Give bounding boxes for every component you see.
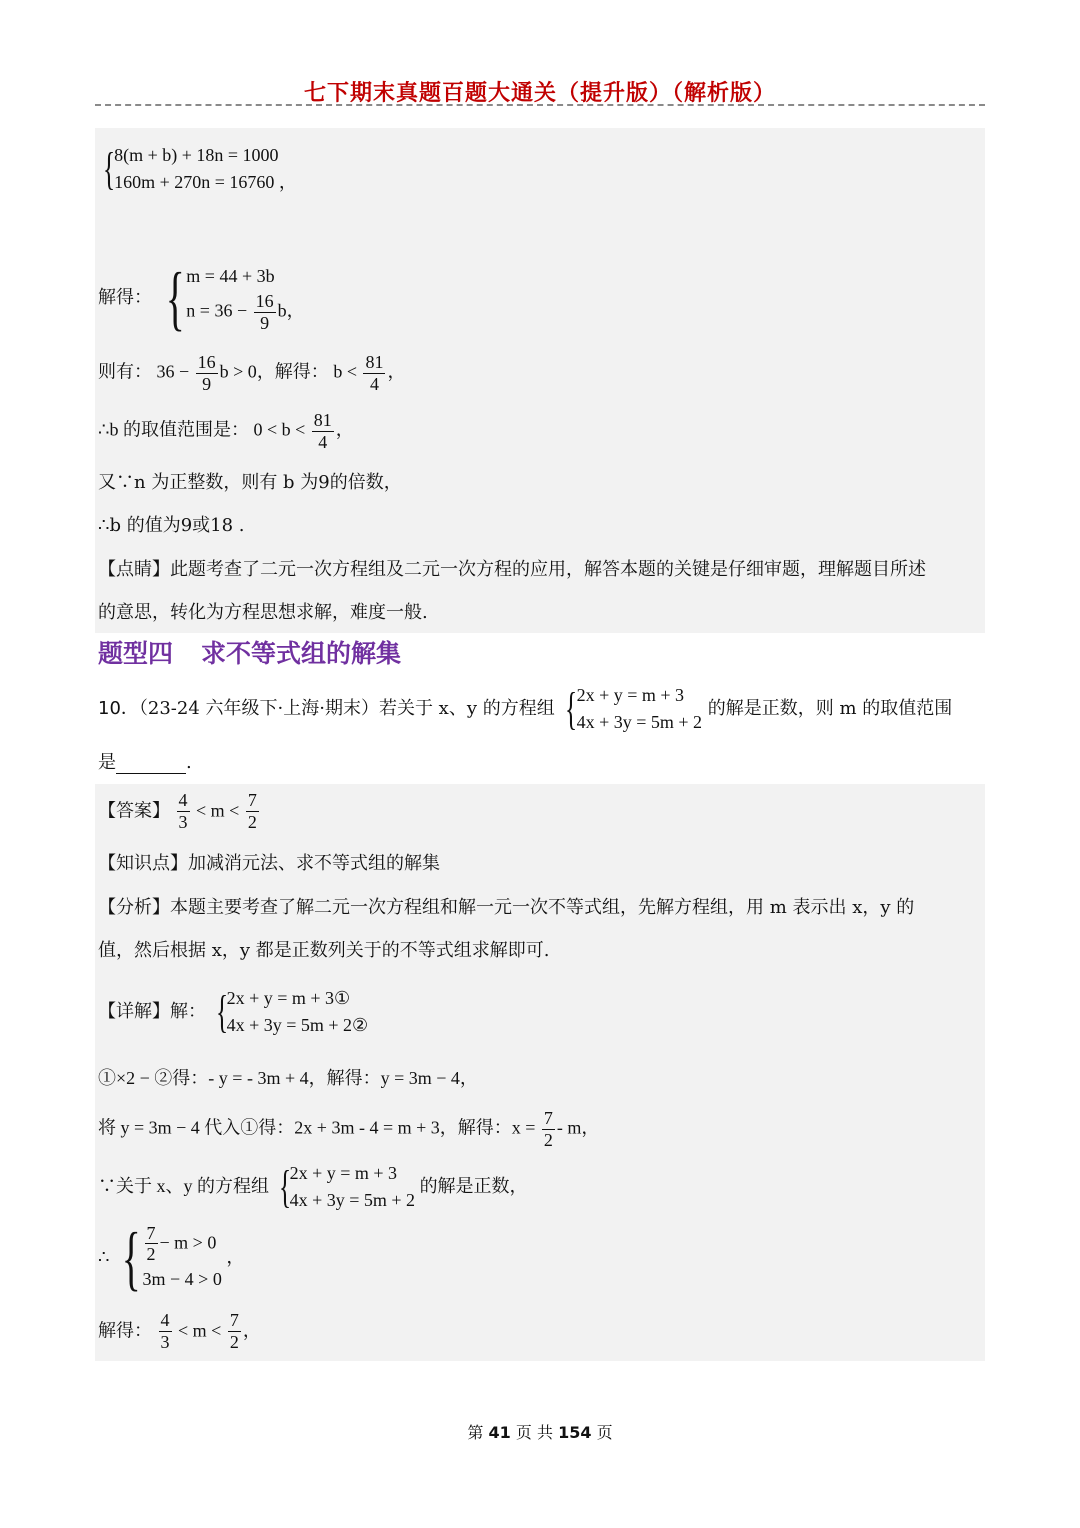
inequality-system: ∴ { $\frac{7}{2}$ − m > 0 3m − 4 > 0 ，	[98, 1218, 245, 1298]
inequality-line: 则有： 36 − $\frac{16}{9}$ b > 0，解得： b < $\frac{81}{4}$ ，	[98, 352, 406, 394]
section-title: 题型四 求不等式组的解集	[98, 639, 402, 668]
eq-row-2: 160m + 270n = 16760 ，	[114, 172, 297, 192]
page-footer: 第 41 页 共 154 页	[467, 1423, 613, 1442]
sol-row-1: m = 44 + 3b	[186, 265, 275, 286]
knowledge-line: 【知识点】加减消元法、求不等式组的解集	[98, 853, 440, 874]
comment-line-1: 【点睛】此题考查了二元一次方程组及二元一次方程的应用，解答本题的关键是仔细审题，理解题目所述	[98, 559, 926, 580]
answer-line: 【答案】 $\frac{4}{3}$ < m < $\frac{7}{2}$	[98, 790, 257, 832]
final-answer-line: 解得： $\frac{4}{3}$ < m < $\frac{7}{2}$ ，	[98, 1310, 261, 1352]
detail-system: 【详解】解： { 2x + y = m + 3① 4x + 3y = 5m + 2②	[98, 986, 369, 1037]
page-header-title: 七下期末真题百题大通关（提升版）（解析版）	[303, 80, 776, 106]
page-number: 41	[488, 1423, 511, 1442]
analysis-line-2: 值，然后根据 x，y 都是正数列关于的不等式组求解即可.	[98, 940, 550, 961]
header-divider	[95, 104, 985, 106]
analysis-line-1: 【分析】本题主要考查了解二元一次方程组和解一元一次不等式组，先解方程组，用 m 表示出 x，y 的	[98, 897, 915, 918]
sol-row-2: n = 36 − $\frac{16}{9}$ b，	[186, 290, 305, 333]
question-10: 10．（23-24 六年级下·上海·期末）若关于 x、y 的方程组 { 2x + y = m + 3 4x + 3y = 5m + 2 的解是正数，则 m 的取值范围	[98, 683, 953, 734]
detail-step-2: 将 y = 3m − 4 代入①得：2x + 3m - 4 = m + 3，解得：x = $\frac{7}{2}$ - m，	[98, 1108, 600, 1150]
page-total: 154	[558, 1423, 592, 1442]
detail-step-1: ①×2 − ②得：- y = - 3m + 4，解得：y = 3m − 4，	[98, 1068, 478, 1088]
multiple-line: 又∵n 为正整数，则有 b 为9的倍数，	[98, 472, 402, 493]
question-10-line2: 是 .	[98, 752, 192, 773]
equation-system-1: { 8(m + b) + 18n = 1000 160m + 270n = 16760 ，	[102, 143, 297, 194]
range-line: ∴b 的取值范围是： 0 < b < $\frac{81}{4}$ ，	[98, 410, 354, 452]
comment-line-2: 的意思，转化为方程思想求解，难度一般.	[98, 602, 428, 623]
value-line: ∴b 的值为9或18 .	[98, 515, 245, 536]
because-system: ∵关于 x、y 的方程组 { 2x + y = m + 3 4x + 3y = 5m + 2 的解是正数，	[98, 1161, 528, 1212]
eq-row-1: 8(m + b) + 18n = 1000	[114, 145, 279, 165]
solution-system: 解得： { m = 44 + 3b n = 36 − $\frac{16}{9}$ b，	[98, 258, 305, 338]
answer-blank	[116, 755, 186, 774]
